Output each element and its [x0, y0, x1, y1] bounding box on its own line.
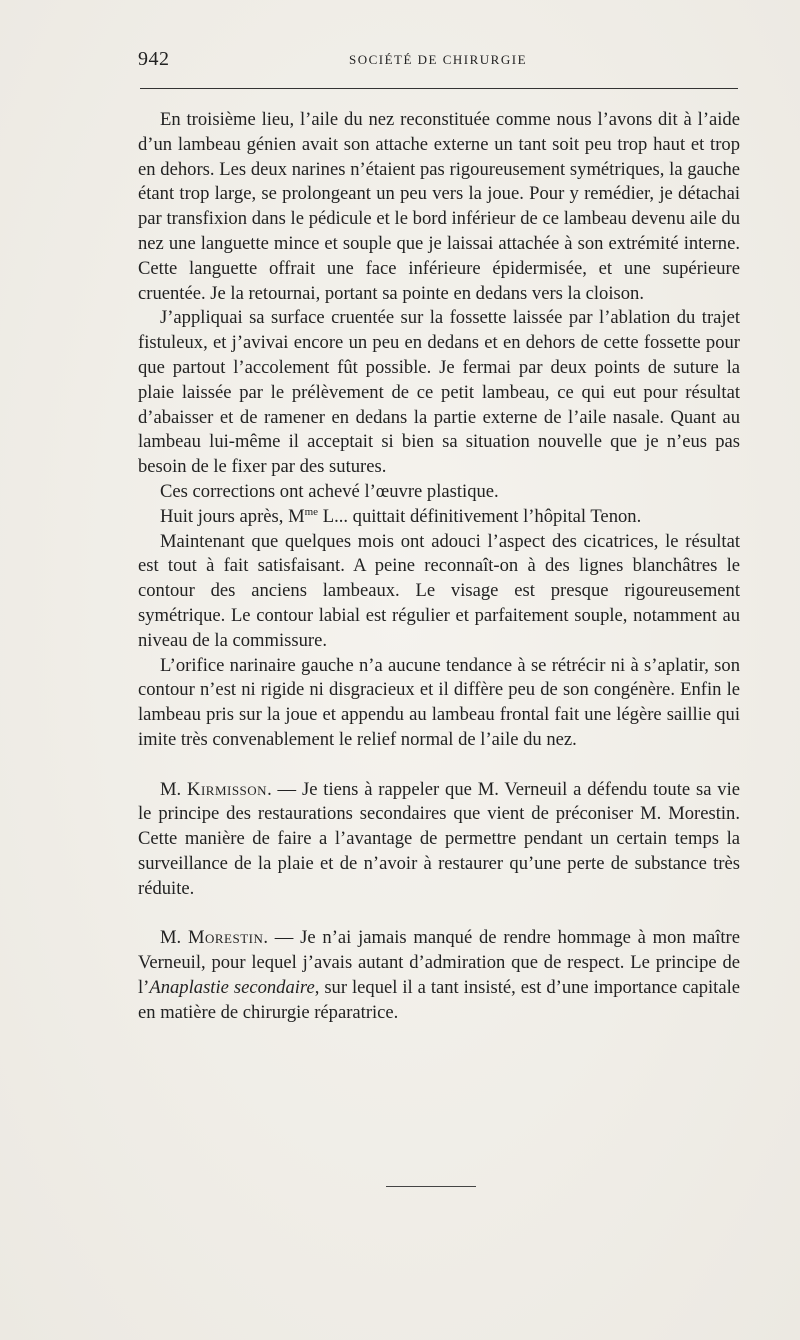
kirmisson-text: . — Je tiens à rappeler que M. Verneuil a défendu toute sa vie le principe des restaurations secondaires que vient de préconiser M. Morestin. Cette manière de faire a l’avantage de permettre pendant un certain temps la surveillance de la plaie et de n’avoir à restaurer qu’une perte de substance très réduite. — [138, 778, 740, 899]
paragraph-5: Maintenant que quelques mois ont adouci l’aspect des cicatrices, le résultat est tout à fait satisfaisant. A peine reconnaît-on à des lignes blanchâtres le contour des anciens lambeaux. Le visage est presque rigoureusement symétrique. Le contour labial est régulier et parfaitement souple, notamment au niveau de la commissure. — [138, 530, 740, 651]
paragraph-4 — [138, 505, 740, 530]
journal-title: SOCIÉTÉ DE CHIRURGIE — [348, 52, 528, 67]
p4-prefix: Huit jours après, M — [160, 505, 305, 527]
p4-suffix: L... quittait définitivement l’hôpital Tenon. — [318, 505, 642, 527]
morestin-text-before: . — Je n’ai jamais manqué de rendre hommage à mon maître Verneuil, pour lequel j’avais autant d’admiration que de respect. Le principe de l’ — [138, 927, 740, 998]
header-rule — [140, 88, 738, 89]
paragraph-3: Ces corrections ont achevé l’œuvre plastique. — [160, 480, 499, 502]
body-text — [138, 108, 740, 1025]
end-rule — [386, 1186, 476, 1187]
paragraph-2: J’appliquai sa surface cruentée sur la fossette laissée par l’ablation du trajet fistuleux, et j’avivai encore un peu en dedans et en dehors de cette fossette pour que partout l’accolement fût possible. Je fermai par deux points de suture la plaie laissée par le prélèvement de ce petit lambeau, ce qui eut pour résultat d’abaisser et de ramener en dedans la partie externe de l’aile nasale. Quant au lambeau lui-même il acceptait si bien sa situation nouvelle que je n’eus pas besoin de le fixer par des sutures. — [138, 307, 740, 478]
speech-morestin — [138, 926, 740, 1025]
morestin-italic-term: Anaplastie secondaire — [149, 976, 315, 998]
morestin-text-after: , sur lequel il a tant insisté, est d’une importance capitale en matière de chirurgie réparatrice. — [138, 976, 741, 1023]
speech-kirmisson — [138, 778, 740, 902]
morestin-prefix: M. — [160, 927, 188, 949]
kirmisson-prefix: M. — [160, 778, 188, 800]
speaker-kirmisson: Kirmisson — [187, 778, 268, 800]
p4-superscript: me — [304, 505, 319, 518]
speaker-morestin: Morestin — [187, 927, 264, 949]
page-number: 942 — [138, 48, 170, 70]
paragraph-6: L’orifice narinaire gauche n’a aucune tendance à se rétrécir ni à s’aplatir, son contour n’est ni rigide ni disgracieux et il diffère peu de son congénère. Enfin le lambeau pris sur la joue et appendu au lambeau frontal fait une légère saillie qui imite très convenablement le relief normal de l’aile du nez. — [138, 654, 740, 750]
paragraph-1: En troisième lieu, l’aile du nez reconstituée comme nous l’avons dit à l’aide d’un lambeau génien avait son attache externe un tant soit peu trop haut et trop en dehors. Les deux narines n’étaient pas rigoureusement symétriques, la gauche étant trop large, se prolongeant un peu vers la joue. Pour y remédier, je détachai par transfixion dans le pédicule et le bord inférieur de ce lambeau devenu aile du nez une languette mince et souple que je laissai attachée à son extrémité interne. Cette languette offrait une face inférieure épidermisée, et une supérieure cruentée. Je la retournai, portant sa pointe en dedans vers la cloison. — [138, 109, 740, 304]
running-head — [138, 48, 738, 76]
